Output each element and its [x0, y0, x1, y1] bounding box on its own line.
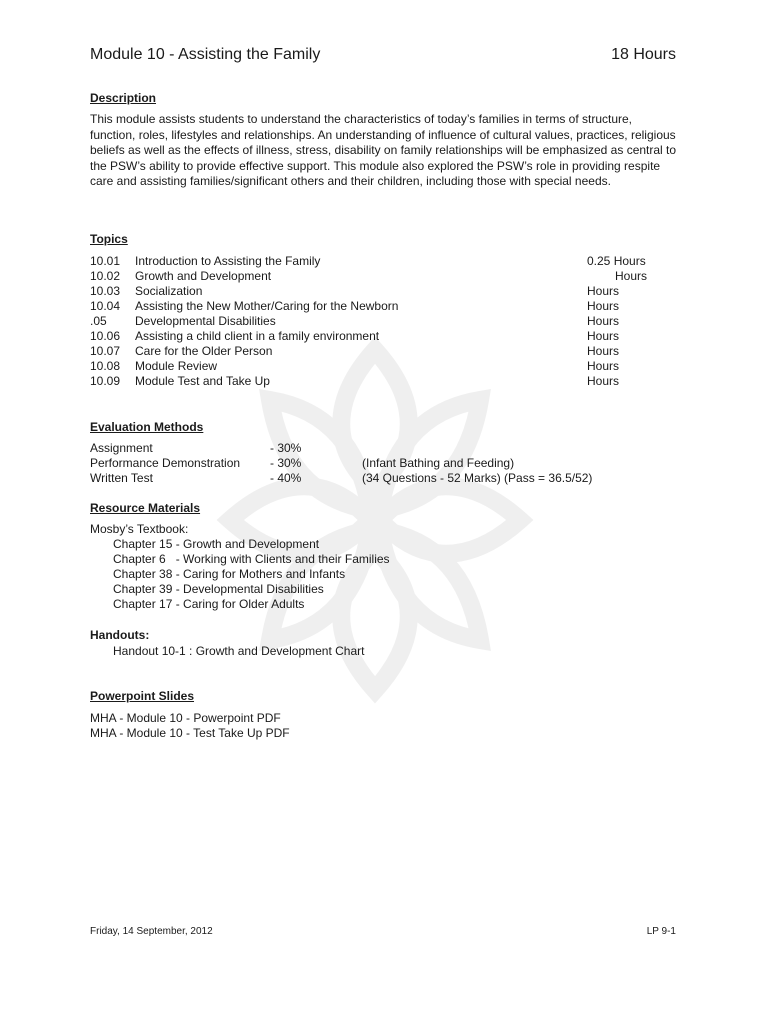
topic-hours: Hours: [587, 344, 620, 358]
evaluation-weight: - 30%: [270, 456, 302, 470]
evaluation-weight: - 40%: [270, 471, 302, 485]
topic-name: Care for the Older Person: [135, 344, 273, 358]
module-hours: 18 Hours: [611, 46, 676, 63]
slide-item: MHA - Module 10 - Powerpoint PDF: [90, 711, 281, 725]
slide-item: MHA - Module 10 - Test Take Up PDF: [90, 726, 290, 740]
chapter-item: Chapter 15 - Growth and Development: [113, 537, 320, 551]
topic-name: Socialization: [135, 284, 203, 298]
evaluation-note: (Infant Bathing and Feeding): [362, 456, 515, 470]
topic-hours: 0.25 Hours: [587, 254, 646, 268]
topic-hours: Hours: [587, 374, 620, 388]
topic-number: 10.09: [90, 374, 121, 388]
evaluation-weight: - 30%: [270, 441, 302, 455]
topic-number: 10.03: [90, 284, 121, 298]
resources-heading: Resource Materials: [90, 501, 201, 515]
topic-number: 10.07: [90, 344, 121, 358]
topic-name: Module Review: [135, 359, 218, 373]
topic-name: Developmental Disabilities: [135, 314, 276, 328]
description-heading: Description: [90, 91, 157, 105]
handouts-heading: Handouts:: [90, 628, 150, 642]
chapter-item: Chapter 6 - Working with Clients and their Families: [113, 552, 390, 566]
chapter-item: Chapter 17 - Caring for Older Adults: [113, 597, 305, 611]
topic-number: .05: [90, 314, 107, 328]
handout-item: Handout 10-1 : Growth and Development Chart: [113, 644, 365, 658]
topic-name: Introduction to Assisting the Family: [135, 254, 321, 268]
topic-hours: Hours: [587, 284, 620, 298]
footer-date: Friday, 14 September, 2012: [90, 926, 213, 937]
evaluation-method: Assignment: [90, 441, 153, 455]
evaluation-method: Written Test: [90, 471, 153, 485]
topics-heading: Topics: [90, 232, 128, 246]
footer-page: LP 9-1: [646, 926, 676, 937]
topic-number: 10.02: [90, 269, 121, 283]
topic-number: 10.06: [90, 329, 121, 343]
slides-heading: Powerpoint Slides: [90, 689, 195, 703]
topic-hours: Hours: [587, 299, 620, 313]
evaluation-heading: Evaluation Methods: [90, 420, 204, 434]
topic-name: Growth and Development: [135, 269, 272, 283]
topic-number: 10.01: [90, 254, 121, 268]
module-title: Module 10 - Assisting the Family: [90, 46, 321, 63]
topic-name: Assisting the New Mother/Caring for the Newborn: [135, 299, 399, 313]
topic-hours: Hours: [587, 314, 620, 328]
topic-number: 10.04: [90, 299, 121, 313]
evaluation-note: (34 Questions - 52 Marks) (Pass = 36.5/52): [362, 471, 593, 485]
description-text: This module assists students to understand the characteristics of today’s families in terms of structure, function, roles, lifestyles and relationships. An understanding of influence of cultural values, practices, religious beliefs as well as the effects of illness, stress, disability on family relationships will be emphasized as central to the PSW’s ability to provide effective support. This module also explored the PSW’s role in providing respite care and assisting families/significant others and their children, including those with special needs.: [90, 112, 677, 188]
topic-hours: Hours: [587, 329, 620, 343]
topic-name: Assisting a child client in a family environment: [135, 329, 380, 343]
textbook-label: Mosby’s Textbook:: [90, 522, 189, 536]
topic-number: 10.08: [90, 359, 121, 373]
chapter-item: Chapter 38 - Caring for Mothers and Infants: [113, 567, 346, 581]
topic-hours: Hours: [615, 269, 648, 283]
chapter-item: Chapter 39 - Developmental Disabilities: [113, 582, 324, 596]
topic-hours: Hours: [587, 359, 620, 373]
evaluation-method: Performance Demonstration: [90, 456, 241, 470]
topic-name: Module Test and Take Up: [135, 374, 270, 388]
